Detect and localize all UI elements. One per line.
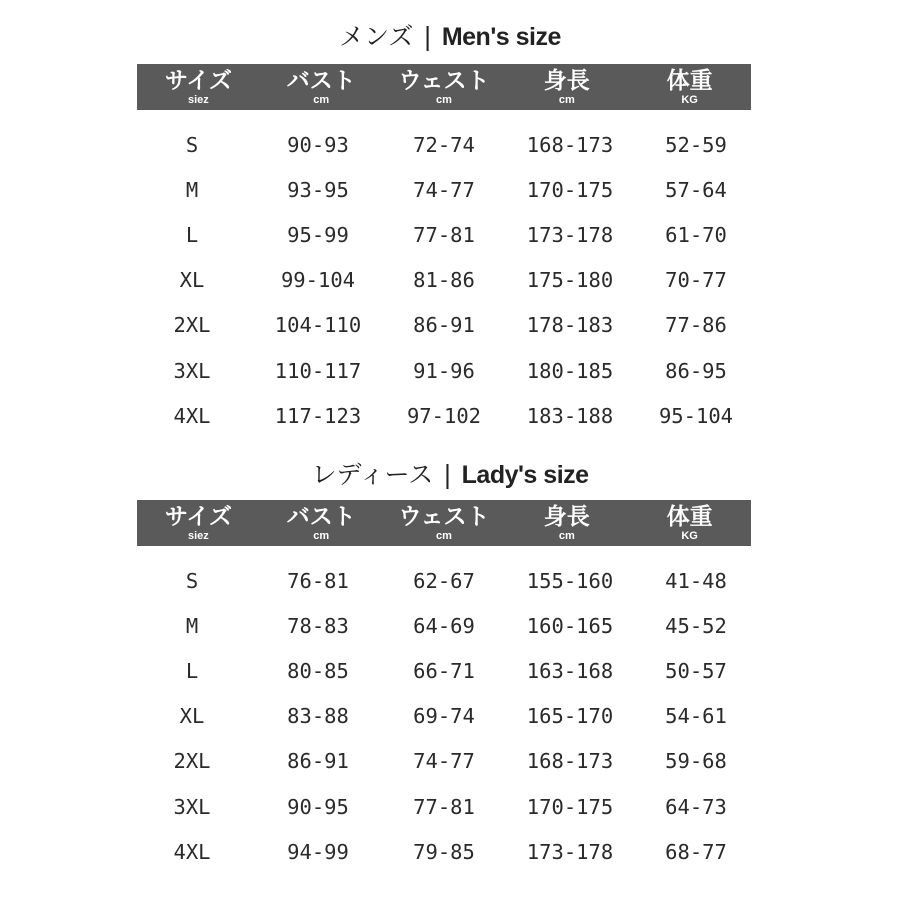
ladies-title-en: Lady's size xyxy=(461,461,589,489)
size-cell: 4XL xyxy=(173,403,211,428)
mens-table-header xyxy=(137,64,751,110)
header-unit: cm xyxy=(436,529,452,542)
waist-cell: 91-96 xyxy=(413,358,475,383)
size-cell: L xyxy=(185,658,199,683)
height-cell: 168-173 xyxy=(526,132,614,157)
waist-cell: 72-74 xyxy=(413,132,475,157)
header-label: 身長 xyxy=(543,503,590,530)
weight-cell: 52-59 xyxy=(665,132,727,157)
header-unit: KG xyxy=(681,93,698,106)
mens-title-jp: メンズ xyxy=(339,22,414,51)
weight-cell: 50-57 xyxy=(665,658,727,683)
ladies-title-jp: レディース xyxy=(311,460,434,489)
height-cell: 155-160 xyxy=(526,568,614,593)
weight-cell: 54-61 xyxy=(665,704,727,729)
table-row xyxy=(129,393,759,438)
bust-cell: 104-110 xyxy=(274,313,362,338)
table-row xyxy=(129,648,759,693)
size-cell: S xyxy=(185,132,199,157)
ladies-header-weight xyxy=(628,500,751,546)
weight-cell: 57-64 xyxy=(665,177,727,202)
size-cell: 4XL xyxy=(173,839,211,864)
size-cell: 2XL xyxy=(173,749,211,774)
ladies-header-size xyxy=(137,500,260,546)
mens-header-bust xyxy=(260,64,383,110)
bust-cell: 94-99 xyxy=(287,839,349,864)
ladies-size-rows xyxy=(129,558,759,874)
weight-cell: 41-48 xyxy=(665,568,727,593)
bust-cell: 76-81 xyxy=(287,568,349,593)
ladies-header-height xyxy=(505,500,628,546)
ladies-size-title xyxy=(0,458,900,492)
header-label: バスト xyxy=(286,503,356,530)
header-label: ウェスト xyxy=(398,503,490,530)
weight-cell: 77-86 xyxy=(665,313,727,338)
weight-cell: 68-77 xyxy=(665,839,727,864)
table-row xyxy=(129,784,759,829)
mens-header-height xyxy=(505,64,628,110)
table-row xyxy=(129,829,759,874)
bust-cell: 86-91 xyxy=(287,749,349,774)
bust-cell: 117-123 xyxy=(274,403,362,428)
table-row xyxy=(129,122,759,167)
waist-cell: 79-85 xyxy=(413,839,475,864)
mens-size-rows xyxy=(129,122,759,438)
weight-cell: 95-104 xyxy=(658,403,734,428)
waist-cell: 74-77 xyxy=(413,749,475,774)
mens-header-weight xyxy=(628,64,751,110)
bust-cell: 90-95 xyxy=(287,794,349,819)
table-row xyxy=(129,603,759,648)
mens-size-title xyxy=(0,20,900,54)
height-cell: 163-168 xyxy=(526,658,614,683)
mens-title-en: Men's size xyxy=(441,23,561,51)
waist-cell: 77-81 xyxy=(413,222,475,247)
waist-cell: 62-67 xyxy=(413,568,475,593)
height-cell: 173-178 xyxy=(526,839,614,864)
header-label: バスト xyxy=(286,67,356,94)
waist-cell: 64-69 xyxy=(413,613,475,638)
height-cell: 183-188 xyxy=(526,403,614,428)
height-cell: 168-173 xyxy=(526,749,614,774)
mens-title-separator: | xyxy=(423,22,432,51)
waist-cell: 69-74 xyxy=(413,704,475,729)
header-label: サイズ xyxy=(164,503,232,530)
size-cell: M xyxy=(185,177,199,202)
table-row xyxy=(129,558,759,603)
ladies-title-separator: | xyxy=(443,460,452,489)
header-unit: cm xyxy=(313,93,330,106)
size-cell: S xyxy=(185,568,199,593)
height-cell: 170-175 xyxy=(526,177,614,202)
waist-cell: 66-71 xyxy=(413,658,475,683)
header-unit: siez xyxy=(188,529,209,542)
height-cell: 165-170 xyxy=(526,704,614,729)
header-label: ウェスト xyxy=(398,67,490,94)
mens-header-waist xyxy=(383,64,506,110)
table-row xyxy=(129,739,759,784)
height-cell: 175-180 xyxy=(526,268,614,293)
bust-cell: 78-83 xyxy=(287,613,349,638)
ladies-header-bust xyxy=(260,500,383,546)
waist-cell: 97-102 xyxy=(406,403,482,428)
waist-cell: 77-81 xyxy=(413,794,475,819)
height-cell: 160-165 xyxy=(526,613,614,638)
ladies-table-header xyxy=(137,500,751,546)
size-cell: 3XL xyxy=(173,358,211,383)
weight-cell: 59-68 xyxy=(665,749,727,774)
header-label: 体重 xyxy=(666,503,713,530)
size-cell: XL xyxy=(179,704,205,729)
bust-cell: 93-95 xyxy=(287,177,349,202)
size-cell: M xyxy=(185,613,199,638)
bust-cell: 80-85 xyxy=(287,658,349,683)
size-cell: XL xyxy=(179,268,205,293)
waist-cell: 86-91 xyxy=(413,313,475,338)
ladies-header-waist xyxy=(383,500,506,546)
weight-cell: 45-52 xyxy=(665,613,727,638)
size-cell: L xyxy=(185,222,199,247)
header-unit: cm xyxy=(313,529,330,542)
table-row xyxy=(129,167,759,212)
mens-header-size xyxy=(137,64,260,110)
height-cell: 180-185 xyxy=(526,358,614,383)
bust-cell: 110-117 xyxy=(274,358,362,383)
weight-cell: 70-77 xyxy=(665,268,727,293)
weight-cell: 61-70 xyxy=(665,222,727,247)
waist-cell: 74-77 xyxy=(413,177,475,202)
header-unit: siez xyxy=(188,93,209,106)
bust-cell: 90-93 xyxy=(287,132,349,157)
height-cell: 173-178 xyxy=(526,222,614,247)
header-unit: KG xyxy=(681,529,698,542)
weight-cell: 86-95 xyxy=(665,358,727,383)
height-cell: 178-183 xyxy=(526,313,614,338)
table-row xyxy=(129,303,759,348)
table-row xyxy=(129,258,759,303)
table-row xyxy=(129,694,759,739)
header-unit: cm xyxy=(436,93,452,106)
header-label: 体重 xyxy=(666,67,713,94)
weight-cell: 64-73 xyxy=(665,794,727,819)
header-label: 身長 xyxy=(543,67,590,94)
table-row xyxy=(129,348,759,393)
header-unit: cm xyxy=(558,93,575,106)
table-row xyxy=(129,212,759,257)
header-unit: cm xyxy=(558,529,575,542)
bust-cell: 83-88 xyxy=(287,704,349,729)
bust-cell: 95-99 xyxy=(287,222,349,247)
bust-cell: 99-104 xyxy=(280,268,356,293)
size-cell: 2XL xyxy=(173,313,211,338)
header-label: サイズ xyxy=(164,67,232,94)
size-cell: 3XL xyxy=(173,794,211,819)
height-cell: 170-175 xyxy=(526,794,614,819)
waist-cell: 81-86 xyxy=(413,268,475,293)
